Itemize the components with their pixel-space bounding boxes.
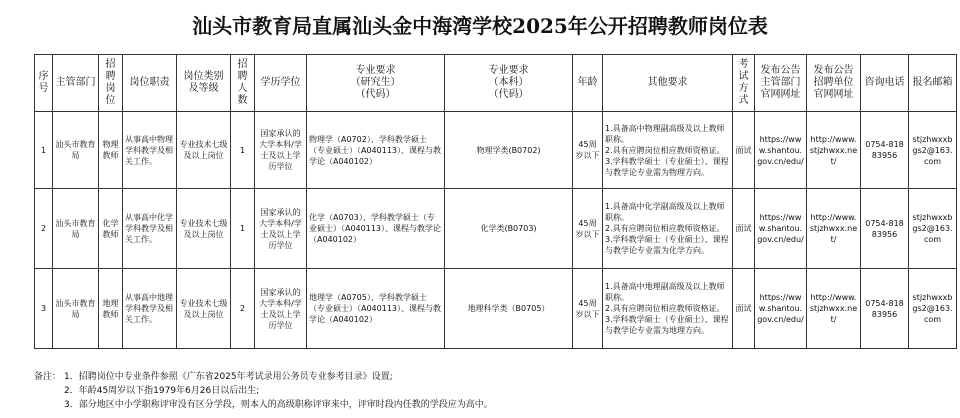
cell-site-dept[interactable]: https://www.shantou.gov.cn/edu/ bbox=[755, 189, 807, 269]
cell-other: 1.具备高中地理副高级及以上教师职称。 2.具有应聘岗位相应教师资格证。 3.学科教学硕士（专业硕士）、课程与教学论专业需为地理方向。 bbox=[603, 269, 733, 349]
header-phone: 咨询电话 bbox=[861, 55, 909, 112]
header-post: 招聘岗位 bbox=[99, 55, 123, 112]
header-level: 岗位类别及等级 bbox=[177, 55, 231, 112]
cell-major-ug: 物理学类(B0702) bbox=[445, 112, 573, 189]
cell-count: 1 bbox=[231, 189, 255, 269]
cell-phone: 0754-81883956 bbox=[861, 112, 909, 189]
cell-dept: 汕头市教育局 bbox=[53, 189, 99, 269]
header-dept: 主管部门 bbox=[53, 55, 99, 112]
note-item: 2．年龄45周岁以下指1979年6月26日以后出生; bbox=[64, 386, 260, 396]
note-line bbox=[34, 398, 954, 412]
cell-level: 专业技术七级及以上岗位 bbox=[177, 112, 231, 189]
cell-seq: 1 bbox=[35, 112, 53, 189]
header-edu: 学历学位 bbox=[255, 55, 307, 112]
header-seq: 序号 bbox=[35, 55, 53, 112]
cell-major-grad: 化学（A0703）、学科教学硕士（专业硕士）（A040113）、课程与教学论（A040102） bbox=[307, 189, 445, 269]
cell-exam: 面试 bbox=[733, 189, 755, 269]
cell-site-dept[interactable]: https://www.shantou.gov.cn/edu/ bbox=[755, 112, 807, 189]
cell-other: 1.具备高中化学副高级及以上教师职称。 2.具有应聘岗位相应教师资格证。 3.学科教学硕士（专业硕士）、课程与教学论专业需为化学方向。 bbox=[603, 189, 733, 269]
header-other: 其他要求 bbox=[603, 55, 733, 112]
cell-post: 化学教师 bbox=[99, 189, 123, 269]
cell-site-dept[interactable]: https://www.shantou.gov.cn/edu/ bbox=[755, 269, 807, 349]
header-site-dept: 发布公告主管部门官网网址 bbox=[755, 55, 807, 112]
note-line bbox=[34, 384, 954, 398]
cell-site-unit[interactable]: http://www.stjzhwxx.net/ bbox=[807, 112, 861, 189]
cell-count: 2 bbox=[231, 269, 255, 349]
table-row bbox=[35, 189, 957, 269]
header-age: 年龄 bbox=[573, 55, 603, 112]
cell-edu: 国家承认的大学本科/学士及以上学历学位 bbox=[255, 112, 307, 189]
cell-email[interactable]: stjzhwxxbgs2@163.com bbox=[909, 269, 957, 349]
cell-exam: 面试 bbox=[733, 112, 755, 189]
cell-level: 专业技术七级及以上岗位 bbox=[177, 269, 231, 349]
page-title: 汕头市教育局直属汕头金中海湾学校2025年公开招聘教师岗位表 bbox=[192, 14, 768, 38]
cell-phone: 0754-81883956 bbox=[861, 269, 909, 349]
header-count: 招聘人数 bbox=[231, 55, 255, 112]
cell-email[interactable]: stjzhwxxbgs2@163.com bbox=[909, 112, 957, 189]
cell-edu: 国家承认的大学本科/学士及以上学历学位 bbox=[255, 269, 307, 349]
header-major-grad: 专业要求 （研究生） （代码） bbox=[307, 55, 445, 112]
header-site-unit: 发布公告招聘单位官网网址 bbox=[807, 55, 861, 112]
cell-age: 45周岁以下 bbox=[573, 269, 603, 349]
cell-level: 专业技术七级及以上岗位 bbox=[177, 189, 231, 269]
note-item: 3．部分地区中小学职称评审没有区分学段，则本人的高级职称评审来中，评审时段内任教的学段应为高中。 bbox=[64, 400, 493, 410]
notes bbox=[34, 370, 954, 412]
cell-post: 物理教师 bbox=[99, 112, 123, 189]
header-major-ug: 专业要求 （本科） （代码） bbox=[445, 55, 573, 112]
cell-site-unit[interactable]: http://www.stjzhwxx.net/ bbox=[807, 189, 861, 269]
table-row bbox=[35, 112, 957, 189]
cell-major-ug: 地理科学类（B0705） bbox=[445, 269, 573, 349]
notes-label: 备注： bbox=[34, 372, 62, 382]
header-email: 报名邮箱 bbox=[909, 55, 957, 112]
cell-major-grad: 地理学（A0705）、学科教学硕士（专业硕士）（A040113）、课程与教学论（A040102） bbox=[307, 269, 445, 349]
cell-duty: 从事高中化学学科教学及相关工作。 bbox=[123, 189, 177, 269]
cell-age: 45周岁以下 bbox=[573, 112, 603, 189]
cell-duty: 从事高中物理学科教学及相关工作。 bbox=[123, 112, 177, 189]
recruitment-table bbox=[34, 54, 957, 349]
cell-dept: 汕头市教育局 bbox=[53, 112, 99, 189]
note-line bbox=[34, 370, 954, 384]
header-duty: 岗位职责 bbox=[123, 55, 177, 112]
cell-other: 1.具备高中物理副高级及以上教师职称。 2.具有应聘岗位相应教师资格证。 3.学科教学硕士（专业硕士）、课程与教学论专业需为物理方向。 bbox=[603, 112, 733, 189]
table-row bbox=[35, 269, 957, 349]
cell-seq: 3 bbox=[35, 269, 53, 349]
cell-major-grad: 物理学（A0702）、学科教学硕士（专业硕士）（A040113）、课程与教学论（A040102） bbox=[307, 112, 445, 189]
cell-dept: 汕头市教育局 bbox=[53, 269, 99, 349]
cell-seq: 2 bbox=[35, 189, 53, 269]
cell-phone: 0754-81883956 bbox=[861, 189, 909, 269]
table-header-row bbox=[35, 55, 957, 112]
cell-email[interactable]: stjzhwxxbgs2@163.com bbox=[909, 189, 957, 269]
cell-site-unit[interactable]: http://www.stjzhwxx.net/ bbox=[807, 269, 861, 349]
cell-post: 地理教师 bbox=[99, 269, 123, 349]
cell-edu: 国家承认的大学本科/学士及以上学历学位 bbox=[255, 189, 307, 269]
cell-exam: 面试 bbox=[733, 269, 755, 349]
header-exam: 考试方式 bbox=[733, 55, 755, 112]
cell-age: 45周岁以下 bbox=[573, 189, 603, 269]
cell-duty: 从事高中地理学科教学及相关工作。 bbox=[123, 269, 177, 349]
cell-major-ug: 化学类(B0703) bbox=[445, 189, 573, 269]
note-item: 1．招聘岗位中专业条件参照《广东省2025年考试录用公务员专业参考目录》设置; bbox=[64, 372, 393, 382]
cell-count: 1 bbox=[231, 112, 255, 189]
